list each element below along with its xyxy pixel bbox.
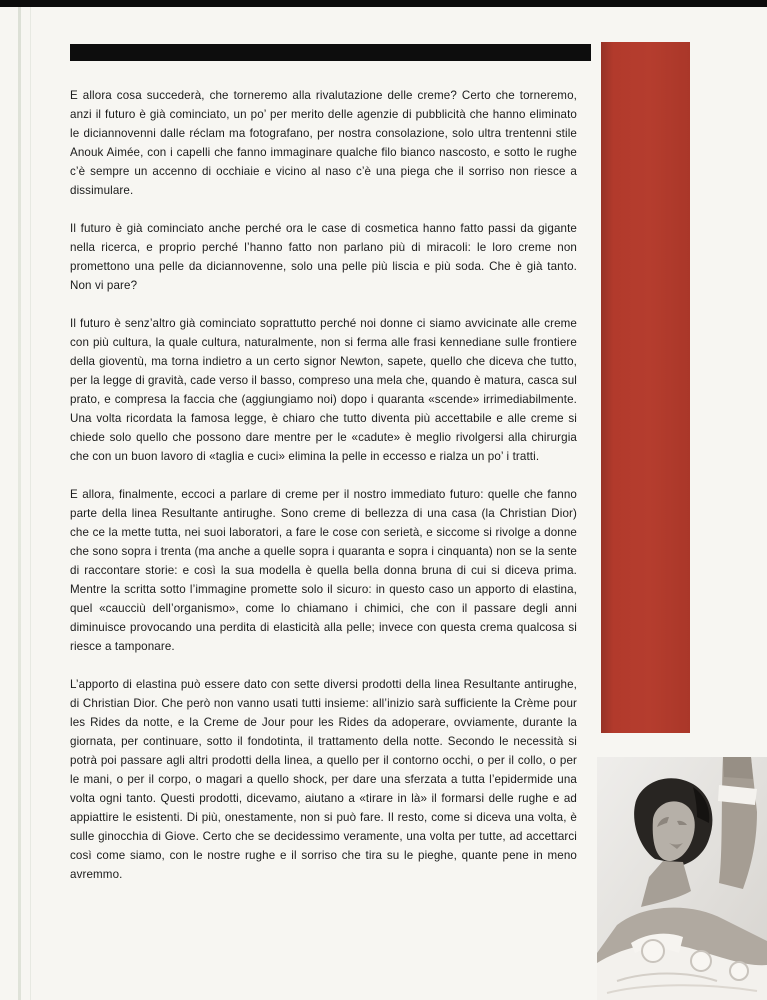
article-paragraph: E allora, finalmente, eccoci a parlare di creme per il nostro immediato futuro: quelle che fanno parte della linea Resultante antirughe. Sono creme di bellezza di una casa (la Christian Dior) che ce la mette tutta, nei suoi laboratori, a fare le cose con serietà, e siccome si rivolge a donne che sono sopra i trenta (ma anche a quelle sopra i quaranta e sopra i cinquanta) non se la sente di raccontare storie: e così la sua modella è quella bella donna bruna di cui si diceva prima. Mentre la scritta sotto l’immagine promette solo il sicuro: in questo caso un apporto di elastina, quel «caucciù dell’organismo», come lo chiamano i chimici, che con il passare degli anni diminuisce provocando una perdita di elasticità alla pelle; invece con questa crema qualcosa si riesce a tamponare. bbox=[70, 488, 577, 653]
article-text-column bbox=[70, 86, 577, 903]
scan-top-edge bbox=[0, 0, 767, 7]
red-color-block bbox=[601, 42, 690, 733]
model-photo bbox=[597, 757, 767, 1000]
model-photo-illustration bbox=[597, 757, 767, 1000]
article-paragraph: E allora cosa succederà, che torneremo alla rivalutazione delle creme? Certo che torneremo, anzi il futuro è già cominciato, un po’ per merito delle agenzie di pubblicità che hanno eliminato le diciannovenni dalle réclam ma fotografano, per nostra consolazione, solo ultra trentenni stile Anouk Aimée, con i capelli che fanno immaginare qualche filo bianco nascosto, e sotto le rughe c’è sempre un accenno di occhiaie e vicino al naso c’è una piega che il sorriso non riesce a dissimulare. bbox=[70, 89, 577, 197]
headline-black-bar bbox=[70, 44, 591, 61]
article-paragraph: Il futuro è già cominciato anche perché ora le case di cosmetica hanno fatto passi da gigante nella ricerca, e proprio perché l’hanno fatto non parlano più di miracoli: le loro creme non promettono una pelle da diciannovenne, solo una pelle più liscia e più soda. Che è già tanto. Non vi pare? bbox=[70, 222, 577, 292]
article-paragraph: L’apporto di elastina può essere dato con sette diversi prodotti della linea Resultante antirughe, di Christian Dior. Che però non vanno usati tutti insieme: all’inizio sarà sufficiente la Crème pour les Rides da notte, e la Creme de Jour pour les Rides da adoperare, ovviamente, durante la giornata, per continuare, sotto il fondotinta, il trattamento della notte. Secondo le necessità si potrà poi passare agli altri prodotti della linea, a quello per il contorno occhi, o per il collo, o per le mani, o per il corpo, o magari a quello shock, per dare una sferzata a tutta l’epidermide una volta ogni tanto. Questi prodotti, dicevamo, aiutano a «tirare in là» il formarsi delle rughe e ad appiattire le esistenti. Di più, onestamente, non si può fare. Il resto, come si diceva una volta, è sulle ginocchia di Giove. Certo che se decidessimo veramente, una volta per tutte, ad accettarci così come siamo, con le nostre rughe e il sorriso che tira su le pieghe, quante pene in meno avremmo. bbox=[70, 678, 577, 881]
scan-left-streak-thin bbox=[30, 7, 31, 1000]
article-paragraph: Il futuro è senz’altro già cominciato soprattutto perché noi donne ci siamo avvicinate alle creme con più cultura, la quale cultura, naturalmente, non si ferma alle frasi kennediane sulle frontiere della gioventù, ma torna indietro a un certo signor Newton, sapete, quello che diceva che tutto, per la legge di gravità, cade verso il basso, compreso una mela che, quando è matura, casca sul prato, e compresa la faccia che (aggiungiamo noi) dopo i quaranta «scende» irrimediabilmente. Una volta ricordata la famosa legge, è chiaro che tutto diventa più accettabile e alle creme si chiede solo quello che possono dare mentre per le «cadute» è meglio rivolgersi alla chirurgia che con un buon lavoro di «taglia e cuci» elimina la pelle in eccesso e rialza un po’ i tratti. bbox=[70, 317, 577, 463]
scan-left-streak bbox=[18, 7, 21, 1000]
